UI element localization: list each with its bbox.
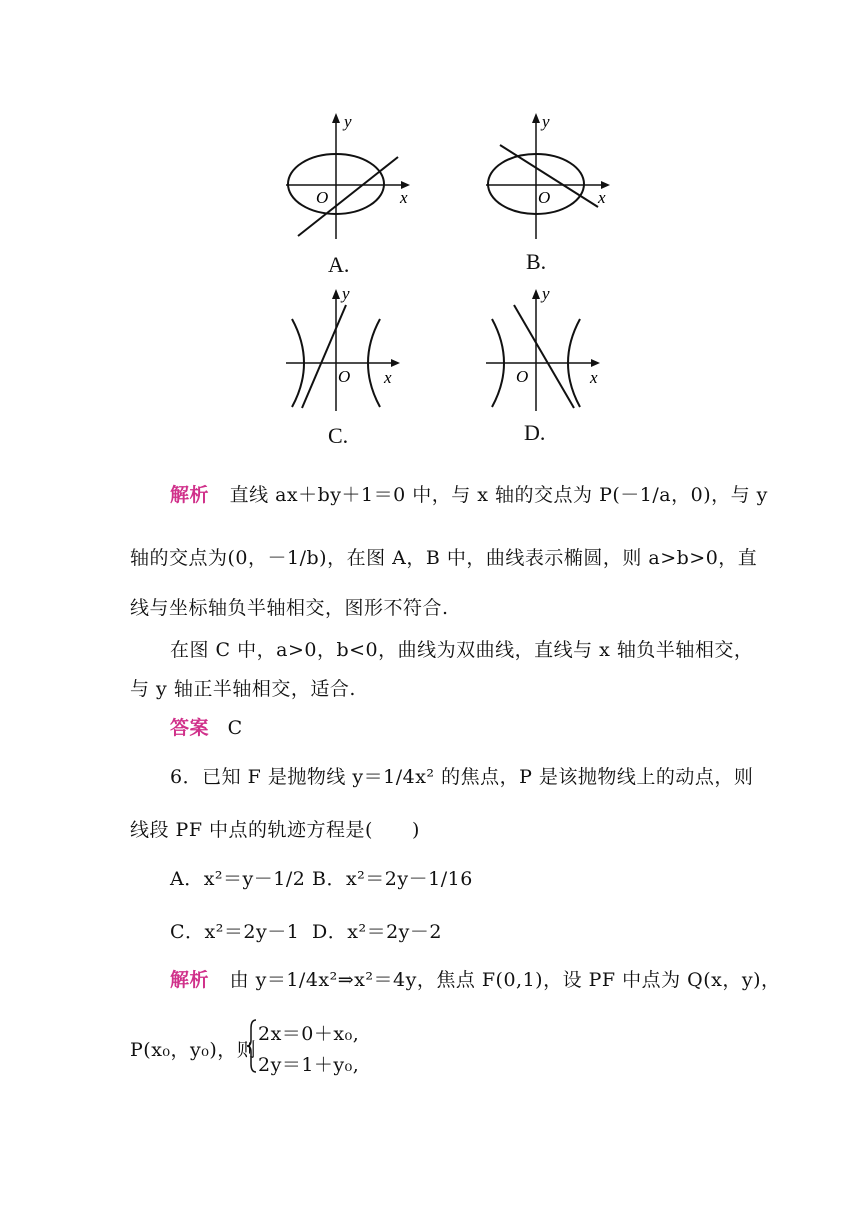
system-brace <box>246 1018 258 1074</box>
option-d: D．x²＝2y－2 <box>312 921 442 943</box>
question6-line2: 线段 PF 中点的轨迹方程是( ) <box>130 819 420 841</box>
x-axis-label: x <box>590 368 598 387</box>
x-axis-label: x <box>384 368 392 387</box>
caption-d: D. <box>524 420 546 445</box>
option-a: A．x²＝y－1/2 <box>170 868 306 890</box>
caption-a: A. <box>328 252 350 277</box>
answer-label: 答案 <box>170 717 210 739</box>
option-c: C．x²＝2y－1 <box>170 921 300 943</box>
figure-b <box>480 105 620 245</box>
solution-label: 解析 <box>170 969 210 991</box>
solution5-line3: 线与坐标轴负半轴相交，图形不符合. <box>130 597 449 619</box>
x-axis-label: x <box>400 188 408 207</box>
origin-label: O <box>516 367 529 386</box>
y-axis-label: y <box>344 112 352 131</box>
system-eq2: 2y＝1＋y₀, <box>258 1054 360 1076</box>
y-axis-label: y <box>342 284 350 303</box>
system-eq1: 2x＝0＋x₀, <box>258 1023 360 1045</box>
solution6-line1 <box>170 965 781 992</box>
caption-c: C. <box>328 423 349 448</box>
origin-label: O <box>338 367 351 386</box>
figure-c <box>280 283 420 418</box>
solution5-line4: 在图 C 中，a>0，b<0，曲线为双曲线，直线与 x 轴负半轴相交， <box>170 639 754 661</box>
figure-a <box>280 105 420 245</box>
solution6-line2 <box>130 1035 256 1062</box>
caption-b: B. <box>526 249 547 274</box>
solution-label: 解析 <box>170 484 210 506</box>
solution5-line1 <box>170 480 768 507</box>
y-axis-label: y <box>542 284 550 303</box>
answer5 <box>170 713 243 740</box>
y-axis-label: y <box>542 112 550 131</box>
solution5-line5: 与 y 轴正半轴相交，适合. <box>130 678 356 700</box>
solution-text: 直线 ax＋by＋1＝0 中，与 x 轴的交点为 P(－1/a，0)，与 y <box>229 484 768 506</box>
x-axis-label: x <box>598 188 606 207</box>
question6-line1: 6．已知 F 是抛物线 y＝1/4x² 的焦点，P 是该抛物线上的动点，则 <box>170 766 754 788</box>
option-b: B．x²＝2y－1/16 <box>312 868 473 890</box>
solution6-prefix: P(x₀，y₀)，则 <box>130 1039 257 1061</box>
answer-value: C <box>227 717 243 739</box>
solution-text: 由 y＝1/4x²⇒x²＝4y，焦点 F(0,1)，设 PF 中点为 Q(x，y)， <box>229 969 781 991</box>
origin-label: O <box>538 188 551 207</box>
figure-d <box>480 283 620 418</box>
origin-label: O <box>316 188 329 207</box>
solution5-line2: 轴的交点为(0，－1/b)，在图 A，B 中，曲线表示椭圆，则 a>b>0，直 <box>130 547 758 569</box>
